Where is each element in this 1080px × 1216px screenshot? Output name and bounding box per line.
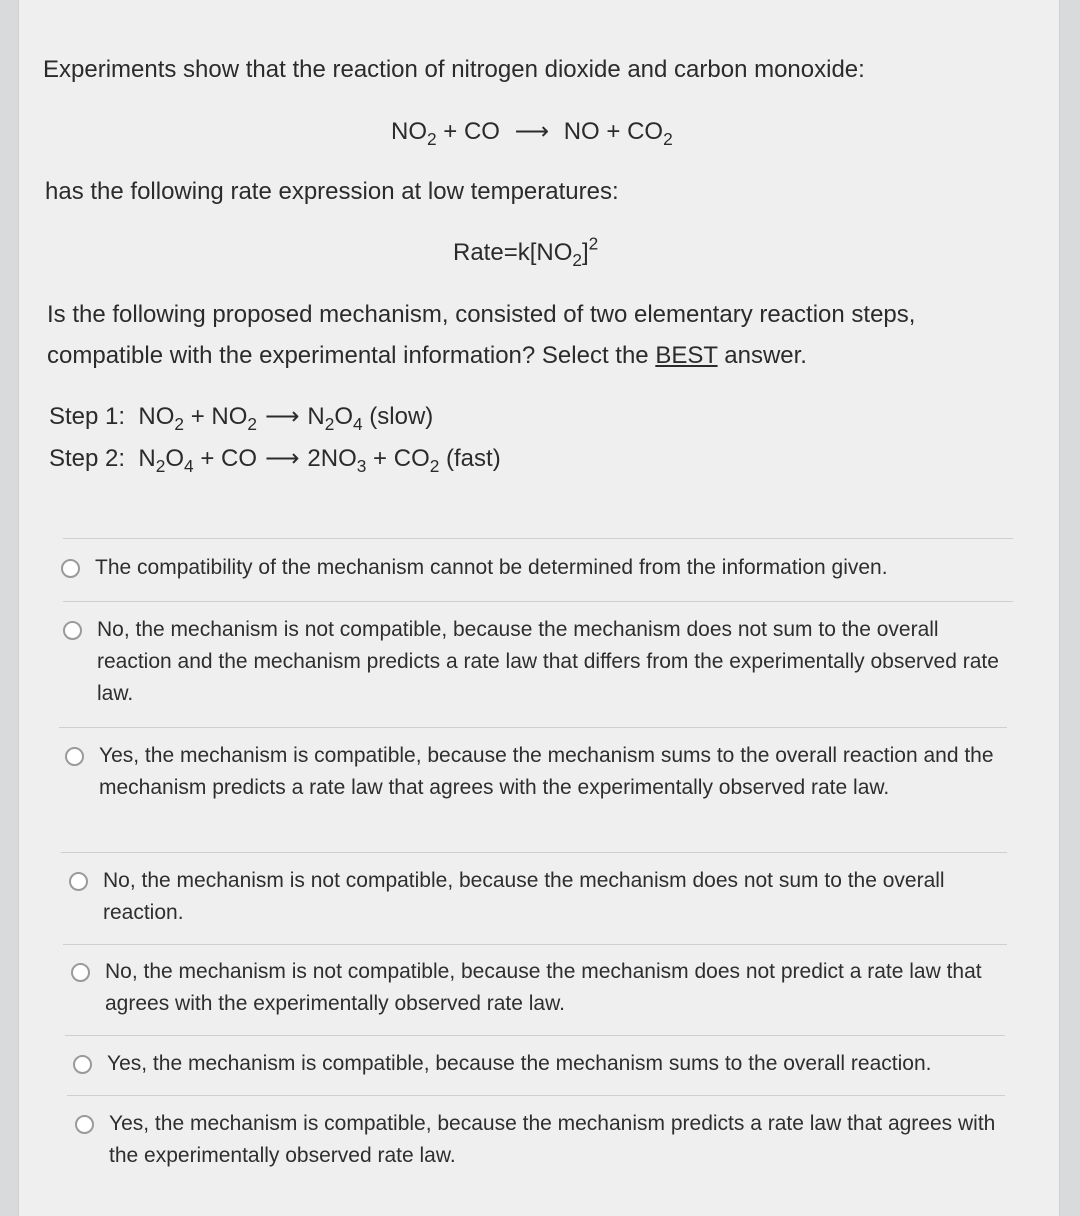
subscript: 2	[174, 414, 185, 435]
species: NO	[138, 403, 175, 430]
species: O	[334, 403, 354, 430]
question-intro: Experiments show that the reaction of nitrogen dioxide and carbon monoxide:	[43, 56, 865, 83]
question-panel	[18, 0, 1060, 1216]
product-no: NO	[563, 118, 600, 145]
species: CO	[393, 445, 430, 472]
step-label: Step 2:	[49, 445, 126, 472]
step-label: Step 1:	[49, 403, 126, 430]
subscript: 2	[429, 456, 440, 477]
prompt-line-1: Is the following proposed mechanism, consisted of two elementary reaction steps,	[47, 301, 916, 328]
plus-sign: +	[190, 403, 205, 430]
radio-button[interactable]	[69, 872, 88, 891]
answer-option-6[interactable]	[71, 1048, 1013, 1084]
answer-option-label: No, the mechanism is not compatible, because the mechanism does not sum to the overall reaction and the mechanism predicts a rate law that differs from the experimentally observed rate law.	[97, 618, 999, 705]
subscript: 4	[353, 414, 363, 435]
answer-option-7[interactable]	[73, 1108, 1013, 1176]
subscript: 2	[324, 414, 335, 435]
answer-option-5[interactable]	[69, 956, 1013, 1024]
subscript: 4	[184, 456, 194, 477]
reaction-arrow-icon: ⟶	[265, 445, 300, 472]
prompt-text: compatible with the experimental information? Select the	[47, 342, 649, 369]
answer-option-label: No, the mechanism is not compatible, because the mechanism does not sum to the overall reaction.	[103, 869, 945, 924]
radio-button[interactable]	[71, 963, 90, 982]
divider	[65, 1035, 1005, 1036]
subscript: 2	[247, 414, 257, 435]
reaction-arrow-icon: ⟶	[264, 403, 300, 430]
superscript: 2	[588, 233, 599, 254]
plus-sign: +	[373, 445, 388, 472]
divider	[59, 727, 1007, 728]
divider	[63, 944, 1007, 945]
plus-sign: +	[606, 118, 621, 145]
radio-button[interactable]	[65, 747, 84, 766]
answer-option-label: No, the mechanism is not compatible, because the mechanism does not predict a rate law that agrees with the experimentally observed rate law.	[105, 960, 982, 1015]
species: NO	[211, 403, 248, 430]
rate-law-prefix: Rate=k[NO	[453, 239, 573, 266]
step-rate-note: (fast)	[446, 445, 501, 472]
species: O	[165, 445, 185, 472]
overall-reaction	[391, 117, 673, 150]
step-rate-note: (slow)	[369, 403, 434, 430]
divider	[63, 601, 1013, 602]
radio-button[interactable]	[61, 559, 80, 578]
species: 2NO	[307, 445, 357, 472]
subscript: 2	[155, 456, 166, 477]
radio-button[interactable]	[63, 621, 82, 640]
rate-law	[453, 233, 599, 271]
subscript: 3	[356, 456, 367, 477]
subscript: 2	[427, 129, 437, 150]
answer-option-label: Yes, the mechanism is compatible, because the mechanism sums to the overall reaction and the mechanism predicts a rate law that agrees with the experimentally observed rate law.	[99, 744, 994, 799]
mechanism-step-1	[49, 402, 434, 435]
answer-option-1[interactable]	[59, 552, 1009, 588]
prompt-line-2	[47, 342, 807, 370]
reactant-no2: NO	[391, 118, 427, 145]
species: N	[138, 445, 156, 472]
plus-sign: +	[443, 118, 458, 145]
answer-option-label: Yes, the mechanism is compatible, because the mechanism predicts a rate law that agrees with the experimentally observed rate law.	[109, 1112, 996, 1167]
answer-option-label: The compatibility of the mechanism cannot be determined from the information given.	[95, 556, 888, 579]
plus-sign: +	[200, 445, 215, 472]
reaction-arrow-icon: ⟶	[514, 118, 550, 145]
radio-button[interactable]	[75, 1115, 94, 1134]
radio-button[interactable]	[73, 1055, 92, 1074]
answer-option-4[interactable]	[67, 865, 1013, 933]
answer-option-2[interactable]	[61, 614, 1011, 714]
subscript: 2	[572, 250, 582, 271]
reactant-co: CO	[463, 118, 500, 145]
species: CO	[221, 445, 257, 472]
product-co2: CO	[627, 118, 664, 145]
best-emphasis: BEST	[655, 342, 718, 369]
answer-option-3[interactable]	[63, 740, 1013, 840]
rate-law-bracket: ]	[582, 239, 589, 266]
divider	[61, 852, 1007, 853]
answer-option-label: Yes, the mechanism is compatible, because the mechanism sums to the overall reaction.	[107, 1052, 932, 1075]
subscript: 2	[663, 129, 673, 150]
rate-intro: has the following rate expression at low temperatures:	[45, 178, 619, 205]
species: N	[307, 403, 325, 430]
divider	[63, 538, 1013, 539]
divider	[67, 1095, 1005, 1096]
mechanism-step-2	[49, 444, 501, 477]
prompt-text-end: answer.	[724, 342, 807, 369]
